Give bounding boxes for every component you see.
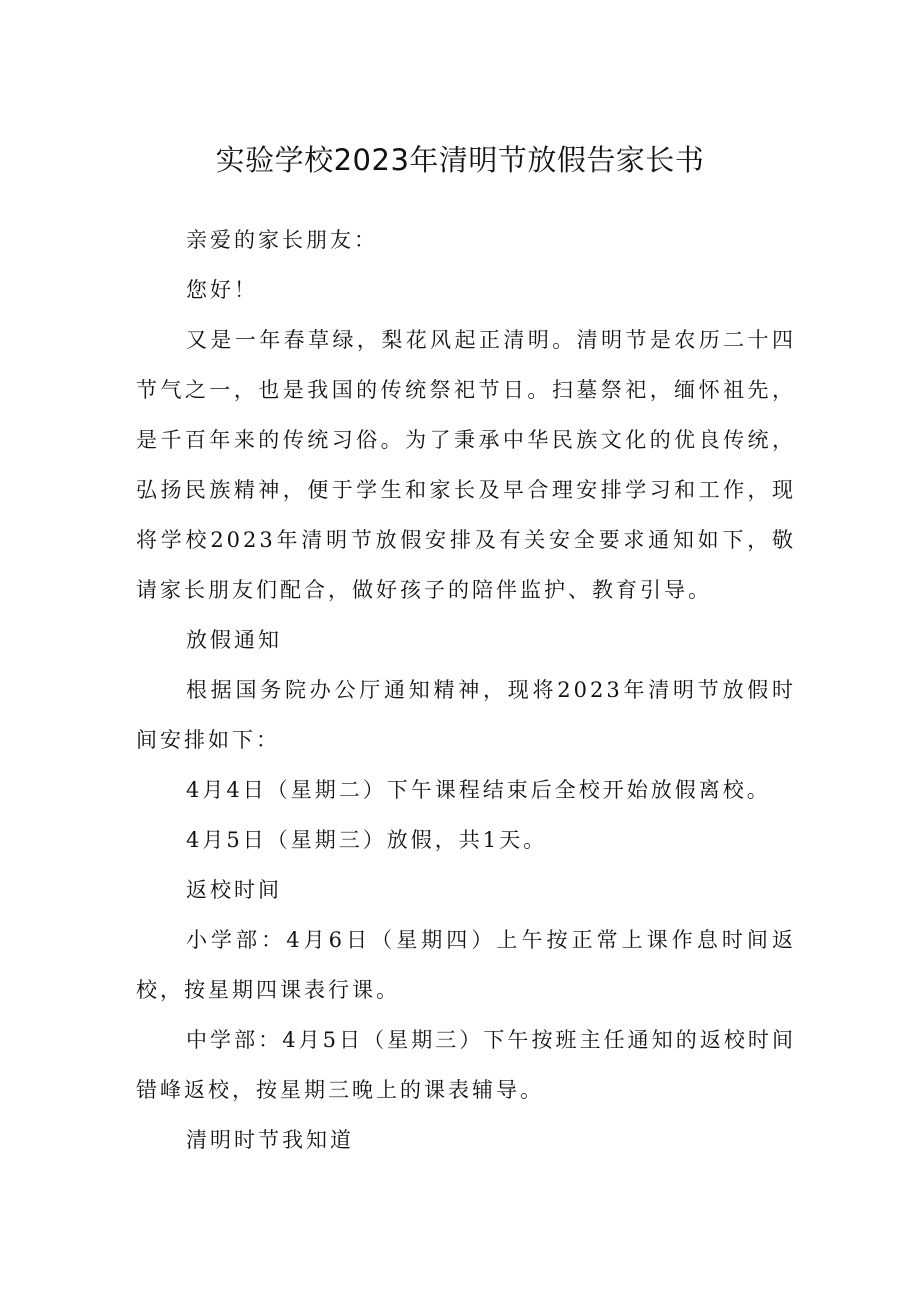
section-heading-qingming-knowledge: 清明时节我知道 [186,1128,354,1152]
document-title: 实验学校2023年清明节放假告家长书 [215,143,705,177]
primary-school-return-paragraph: 小学部：4月6日（星期四）上午按正常上课作息时间返校，按星期四课表行课。 [136,928,796,1002]
document-body [136,215,796,1165]
holiday-start-paragraph: 4月4日（星期二）下午课程结束后全校开始放假离校。 [186,778,771,802]
section-heading-return-time: 返校时间 [186,878,282,902]
salutation: 亲爱的家长朋友： [186,228,378,252]
intro-paragraph: 又是一年春草绿，梨花风起正清明。清明节是农历二十四节气之一，也是我国的传统祭祀节日。扫墓祭祀，缅怀祖先，是千百年来的传统习俗。为了秉承中华民族文化的优良传统，弘扬民族精神，便于学生和家长及早合理安排学习和工作，现将学校2023年清明节放假安排及有关安全要求通知如下，敬请家长朋友们配合，做好孩子的陪伴监护、教育引导。 [136,328,796,602]
section-heading-holiday-notice: 放假通知 [186,628,282,652]
holiday-schedule-paragraph: 根据国务院办公厅通知精神，现将2023年清明节放假时间安排如下： [136,678,796,752]
middle-school-return-paragraph: 中学部：4月5日（星期三）下午按班主任通知的返校时间错峰返校，按星期三晚上的课表辅导。 [136,1028,796,1102]
greeting: 您好！ [186,278,258,302]
holiday-duration-paragraph: 4月5日（星期三）放假，共1天。 [186,828,548,852]
